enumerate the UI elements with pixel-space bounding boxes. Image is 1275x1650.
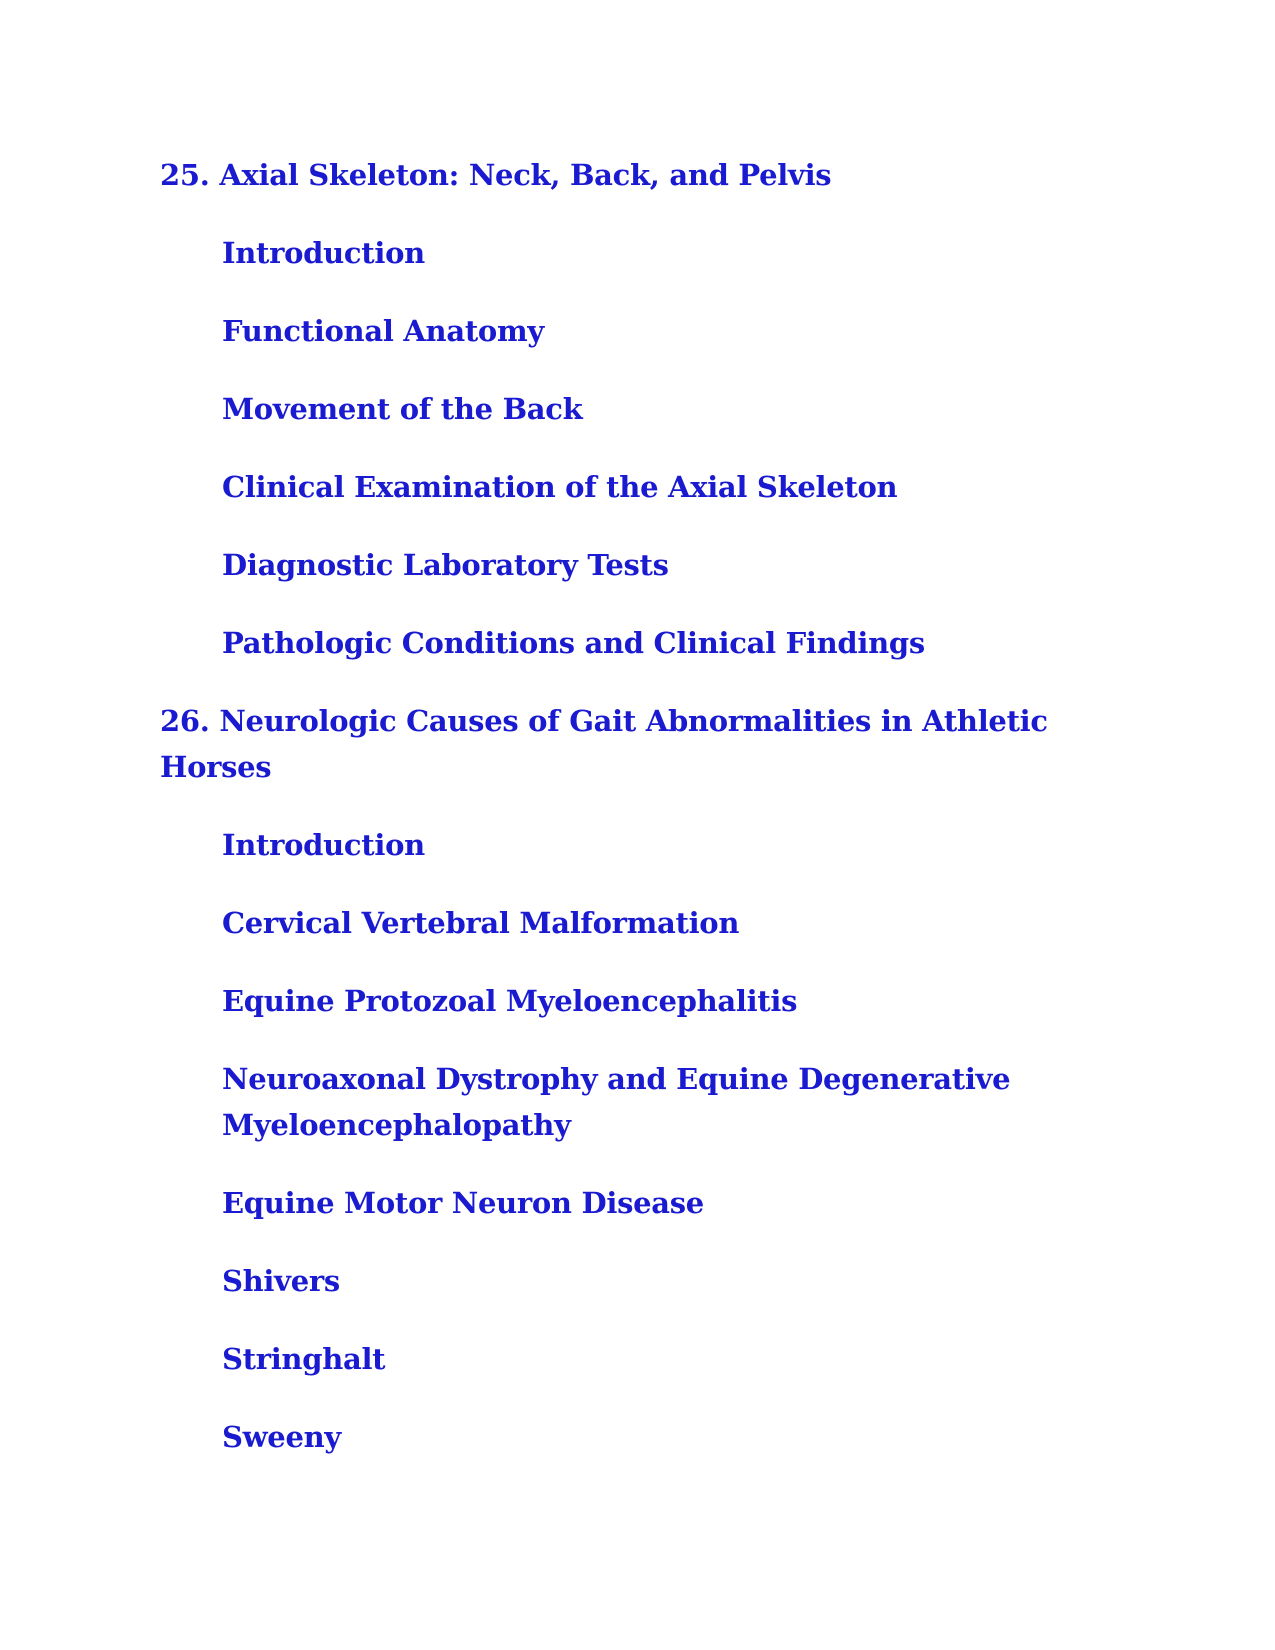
toc-section-introduction-link[interactable]: Introduction [222, 236, 425, 270]
toc-section-shivers-link[interactable]: Shivers [222, 1264, 340, 1298]
toc-section-equine-motor-neuron-disease-link[interactable]: Equine Motor Neuron Disease [222, 1186, 704, 1220]
table-of-contents [160, 152, 1060, 1460]
toc-section-diagnostic-laboratory-tests-link[interactable]: Diagnostic Laboratory Tests [222, 548, 669, 582]
toc-chapter-26-link[interactable]: 26. Neurologic Causes of Gait Abnormalities in Athletic Horses [160, 704, 1048, 784]
toc-chapter-25-link[interactable]: 25. Axial Skeleton: Neck, Back, and Pelvis [160, 158, 832, 192]
toc-section-sweeny-link[interactable]: Sweeny [222, 1420, 341, 1454]
toc-section-functional-anatomy-link[interactable]: Functional Anatomy [222, 314, 544, 348]
toc-section-stringhalt-link[interactable]: Stringhalt [222, 1342, 386, 1376]
toc-section-movement-of-the-back-link[interactable]: Movement of the Back [222, 392, 583, 426]
toc-section-cervical-vertebral-malformation-link[interactable]: Cervical Vertebral Malformation [222, 906, 740, 940]
toc-section-pathologic-conditions-link[interactable]: Pathologic Conditions and Clinical Findings [222, 626, 925, 660]
toc-section-neuroaxonal-dystrophy-link[interactable]: Neuroaxonal Dystrophy and Equine Degenerative Myeloencephalopathy [222, 1062, 1011, 1142]
toc-section-equine-protozoal-myeloencephalitis-link[interactable]: Equine Protozoal Myeloencephalitis [222, 984, 798, 1018]
toc-section-clinical-examination-link[interactable]: Clinical Examination of the Axial Skeleton [222, 470, 898, 504]
toc-section-introduction-link[interactable]: Introduction [222, 828, 425, 862]
